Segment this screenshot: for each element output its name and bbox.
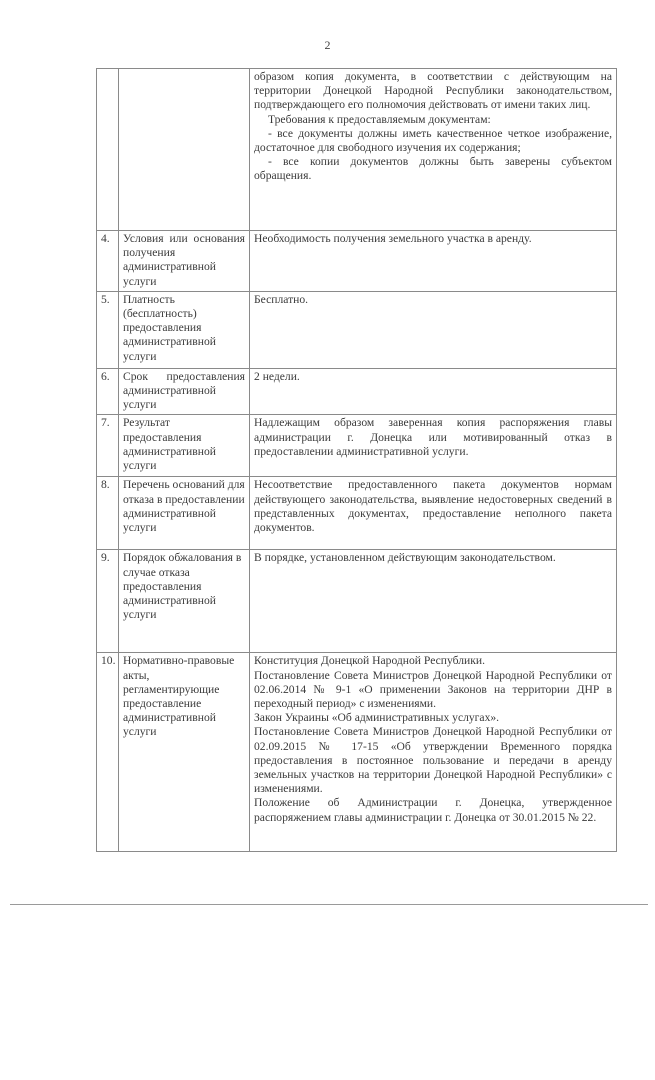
- row-title: Результат предоставления административной услуги: [119, 415, 250, 477]
- row-number: [97, 69, 119, 231]
- row-number: 5.: [97, 291, 119, 368]
- row-content: [250, 291, 617, 368]
- row-title: Порядок обжалования в случае отказа предоставления административной услуги: [119, 550, 250, 653]
- row-number: 9.: [97, 550, 119, 653]
- row-content: [250, 653, 617, 852]
- content-paragraph: Необходимость получения земельного участка в аренду.: [254, 232, 532, 245]
- row-number: 4.: [97, 231, 119, 292]
- row-title: Платность (бесплатность) предоставления административной услуги: [119, 291, 250, 368]
- table-row: [97, 368, 617, 415]
- row-content: [250, 231, 617, 292]
- table-row: [97, 291, 617, 368]
- administrative-service-table: [96, 68, 617, 852]
- content-paragraph: 2 недели.: [254, 369, 300, 383]
- content-paragraph: образом копия документа, в соответствии с действующим на территории Донецкой Народной Республики законодательством, подтверждающего его полномочия действовать от имени таких лиц.: [254, 70, 612, 112]
- content-paragraph: Закон Украины «Об административных услугах».: [254, 711, 500, 725]
- row-number: 6.: [97, 368, 119, 415]
- row-content: [250, 550, 617, 653]
- page-bottom-rule: [10, 904, 648, 905]
- content-paragraph: Конституция Донецкой Народной Республики.: [254, 654, 485, 668]
- row-number: 7.: [97, 415, 119, 477]
- row-title: Перечень оснований для отказа в предоставлении административной услуги: [119, 477, 250, 550]
- row-content: [250, 69, 617, 231]
- row-content: [250, 477, 617, 550]
- content-paragraph: Постановление Совета Министров Донецкой Народной Республики от 02.09.2015 № 17-15 «Об утверждении Временного порядка предоставления в постоянное пользование и передачи в аренду земельных участков на территории Донецкой Народной Республики» с изменениями.: [254, 725, 612, 796]
- content-paragraph: Надлежащим образом заверенная копия распоряжения главы администрации г. Донецка или мотивированный отказ в предоставлении административной услуги.: [254, 416, 612, 458]
- table-row: [97, 415, 617, 477]
- content-paragraph: Требования к предоставляемым документам:: [268, 112, 491, 126]
- content-paragraph: Несоответствие предоставленного пакета документов нормам действующего законодательства, выявление недостоверных сведений в представленных документах, предоставление неполного пакета документов.: [254, 478, 612, 535]
- row-number: 8.: [97, 477, 119, 550]
- content-paragraph: - все документы должны иметь качественное четкое изображение, достаточное для свободного изучения их содержания;: [254, 126, 612, 155]
- content-paragraph: Бесплатно.: [254, 292, 309, 306]
- content-paragraph: В порядке, установленном действующим законодательством.: [254, 551, 556, 565]
- table-row: [97, 653, 617, 852]
- content-paragraph: Положение об Администрации г. Донецка, утвержденное распоряжением главы администрации г. Донецка от 30.01.2015 № 22.: [254, 796, 612, 824]
- row-content: [250, 415, 617, 477]
- table-row: [97, 231, 617, 292]
- table-row-continuation: [97, 69, 617, 231]
- content-paragraph: Постановление Совета Министров Донецкой Народной Республики от 02.06.2014 № 9-1 «О применении Законов на территории ДНР в переходный период» с изменениями.: [254, 668, 612, 711]
- table-row: [97, 550, 617, 653]
- row-title: Срок предоставления административной услуги: [119, 368, 250, 415]
- table-row: [97, 477, 617, 550]
- row-content: [250, 368, 617, 415]
- row-number: 10.: [97, 653, 119, 852]
- content-paragraph: - все копии документов должны быть заверены субъектом обращения.: [254, 155, 612, 183]
- row-title: Условия или основания получения административной услуги: [119, 231, 250, 292]
- row-title: Нормативно-правовые акты, регламентирующие предоставление административной услуги: [119, 653, 250, 852]
- row-title: [119, 69, 250, 231]
- page-number: 2: [324, 38, 331, 52]
